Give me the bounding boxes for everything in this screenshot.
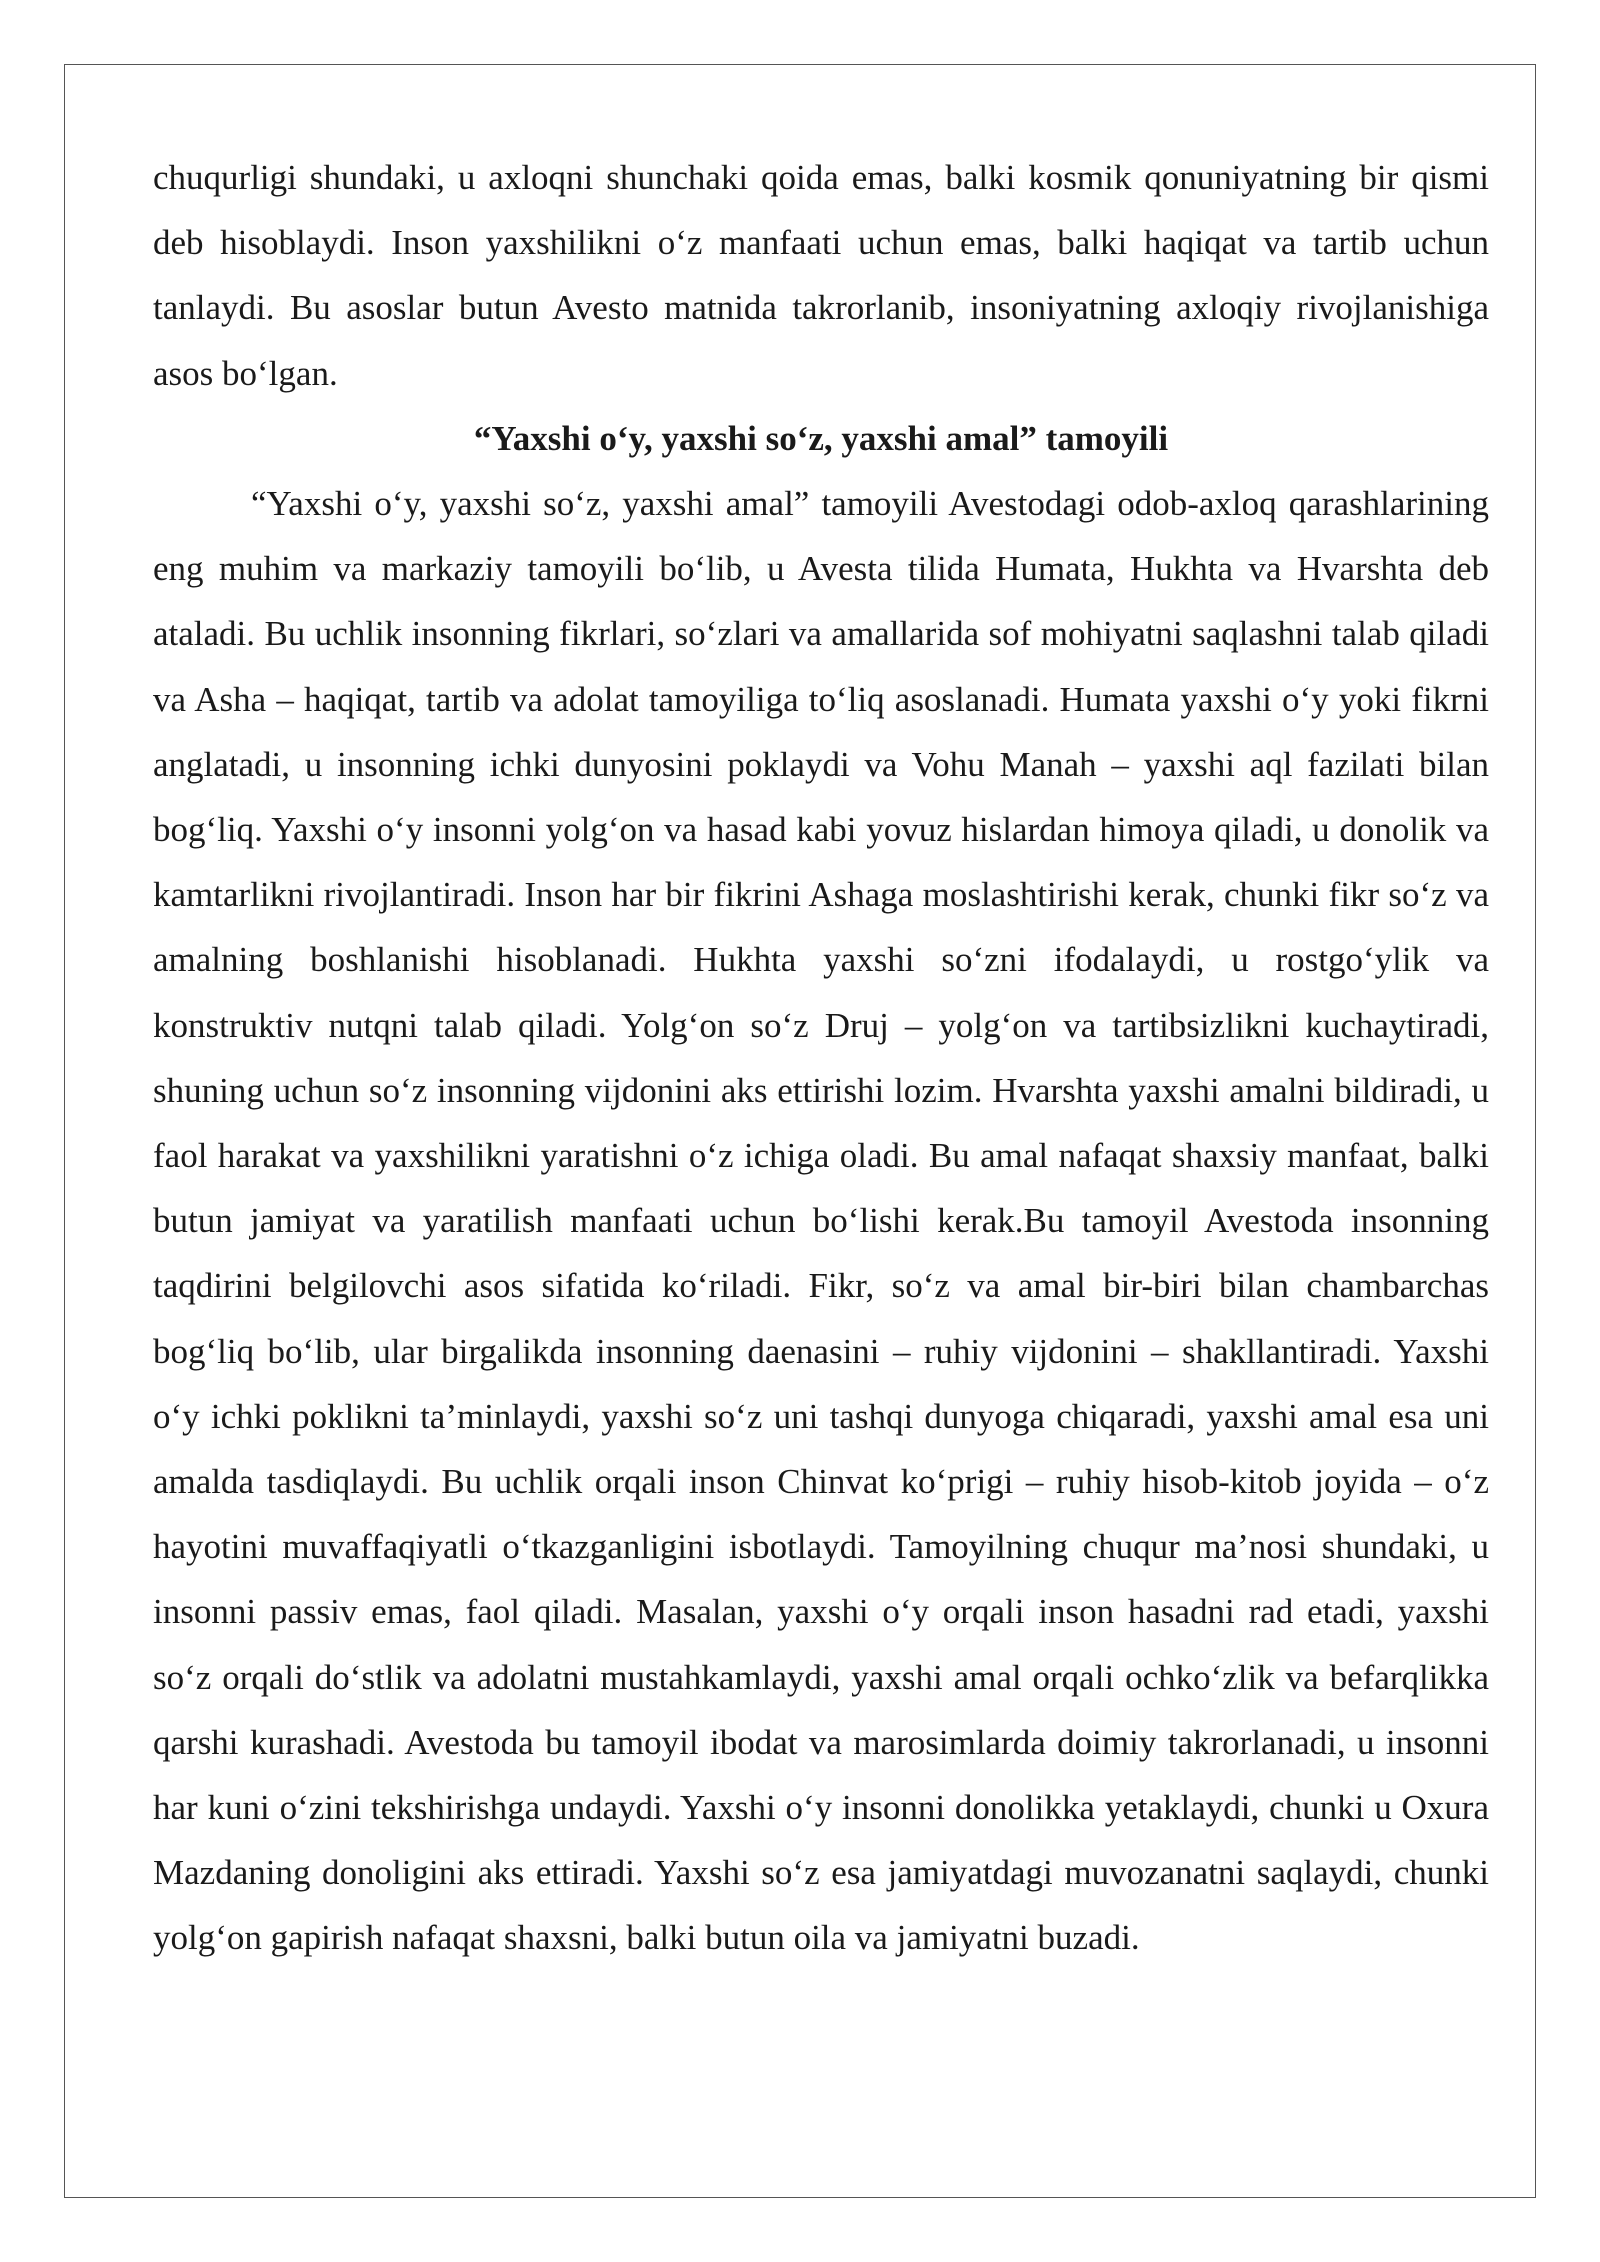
document-body xyxy=(153,145,1489,1971)
section-heading: “Yaxshi o‘y, yaxshi so‘z, yaxshi amal” tamoyili xyxy=(473,418,1169,458)
paragraph-continued: chuqurligi shundaki, u axloqni shunchaki qoida emas, balki kosmik qonuniyatning bir qismi deb hisoblaydi. Inson yaxshilikni o‘z manfaati uchun emas, balki haqiqat va tartib uchun tanlaydi. Bu asoslar butun Avesto matnida takrorlanib, insoniyatning axloqiy rivojlanishiga asos bo‘lgan. xyxy=(153,158,1489,393)
paragraph-main: “Yaxshi o‘y, yaxshi so‘z, yaxshi amal” tamoyili Avestodagi odob-axloq qarashlarining eng muhim va markaziy tamoyili bo‘lib, u Avesta tilida Humata, Hukhta va Hvarshta deb ataladi. Bu uchlik insonning fikrlari, so‘zlari va amallarida sof mohiyatni saqlashni talab qiladi va Asha – haqiqat, tartib va adolat tamoyiliga to‘liq asoslanadi. Humata yaxshi o‘y yoki fikrni anglatadi, u insonning ichki dunyosini poklaydi va Vohu Manah – yaxshi aql fazilati bilan bog‘liq. Yaxshi o‘y insonni yolg‘on va hasad kabi yovuz hislardan himoya qiladi, u donolik va kamtarlikni rivojlantiradi. Inson har bir fikrini Ashaga moslashtirishi kerak, chunki fikr so‘z va amalning boshlanishi hisoblanadi. Hukhta yaxshi so‘zni ifodalaydi, u rostgo‘ylik va konstruktiv nutqni talab qiladi. Yolg‘on so‘z Druj – yolg‘on va tartibsizlikni kuchaytiradi, shuning uchun so‘z insonning vijdonini aks ettirishi lozim. Hvarshta yaxshi amalni bildiradi, u faol harakat va yaxshilikni yaratishni o‘z ichiga oladi. Bu amal nafaqat shaxsiy manfaat, balki butun jamiyat va yaratilish manfaati uchun bo‘lishi kerak.Bu tamoyil Avestoda insonning taqdirini belgilovchi asos sifatida ko‘riladi. Fikr, so‘z va amal bir-biri bilan chambarchas bog‘liq bo‘lib, ular birgalikda insonning daenasini – ruhiy vijdonini – shakllantiradi. Yaxshi o‘y ichki poklikni ta’minlaydi, yaxshi so‘z uni tashqi dunyoga chiqaradi, yaxshi amal esa uni amalda tasdiqlaydi. Bu uchlik orqali inson Chinvat ko‘prigi – ruhiy hisob-kitob joyida – o‘z hayotini muvaffaqiyatli o‘tkazganligini isbotlaydi. Tamoyilning chuqur ma’nosi shundaki, u insonni passiv emas, faol qiladi. Masalan, yaxshi o‘y orqali inson hasadni rad etadi, yaxshi so‘z orqali do‘stlik va adolatni mustahkamlaydi, yaxshi amal orqali ochko‘zlik va befarqlikka qarshi kurashadi. Avestoda bu tamoyil ibodat va marosimlarda doimiy takrorlanadi, u insonni har kuni o‘zini tekshirishga undaydi. Yaxshi o‘y insonni donolikka yetaklaydi, chunki u Oxura Mazdaning donoligini aks ettiradi. Yaxshi so‘z esa jamiyatdagi muvozanatni saqlaydi, chunki yolg‘on gapirish nafaqat shaxsni, balki butun oila va jamiyatni buzadi. xyxy=(153,484,1489,1958)
